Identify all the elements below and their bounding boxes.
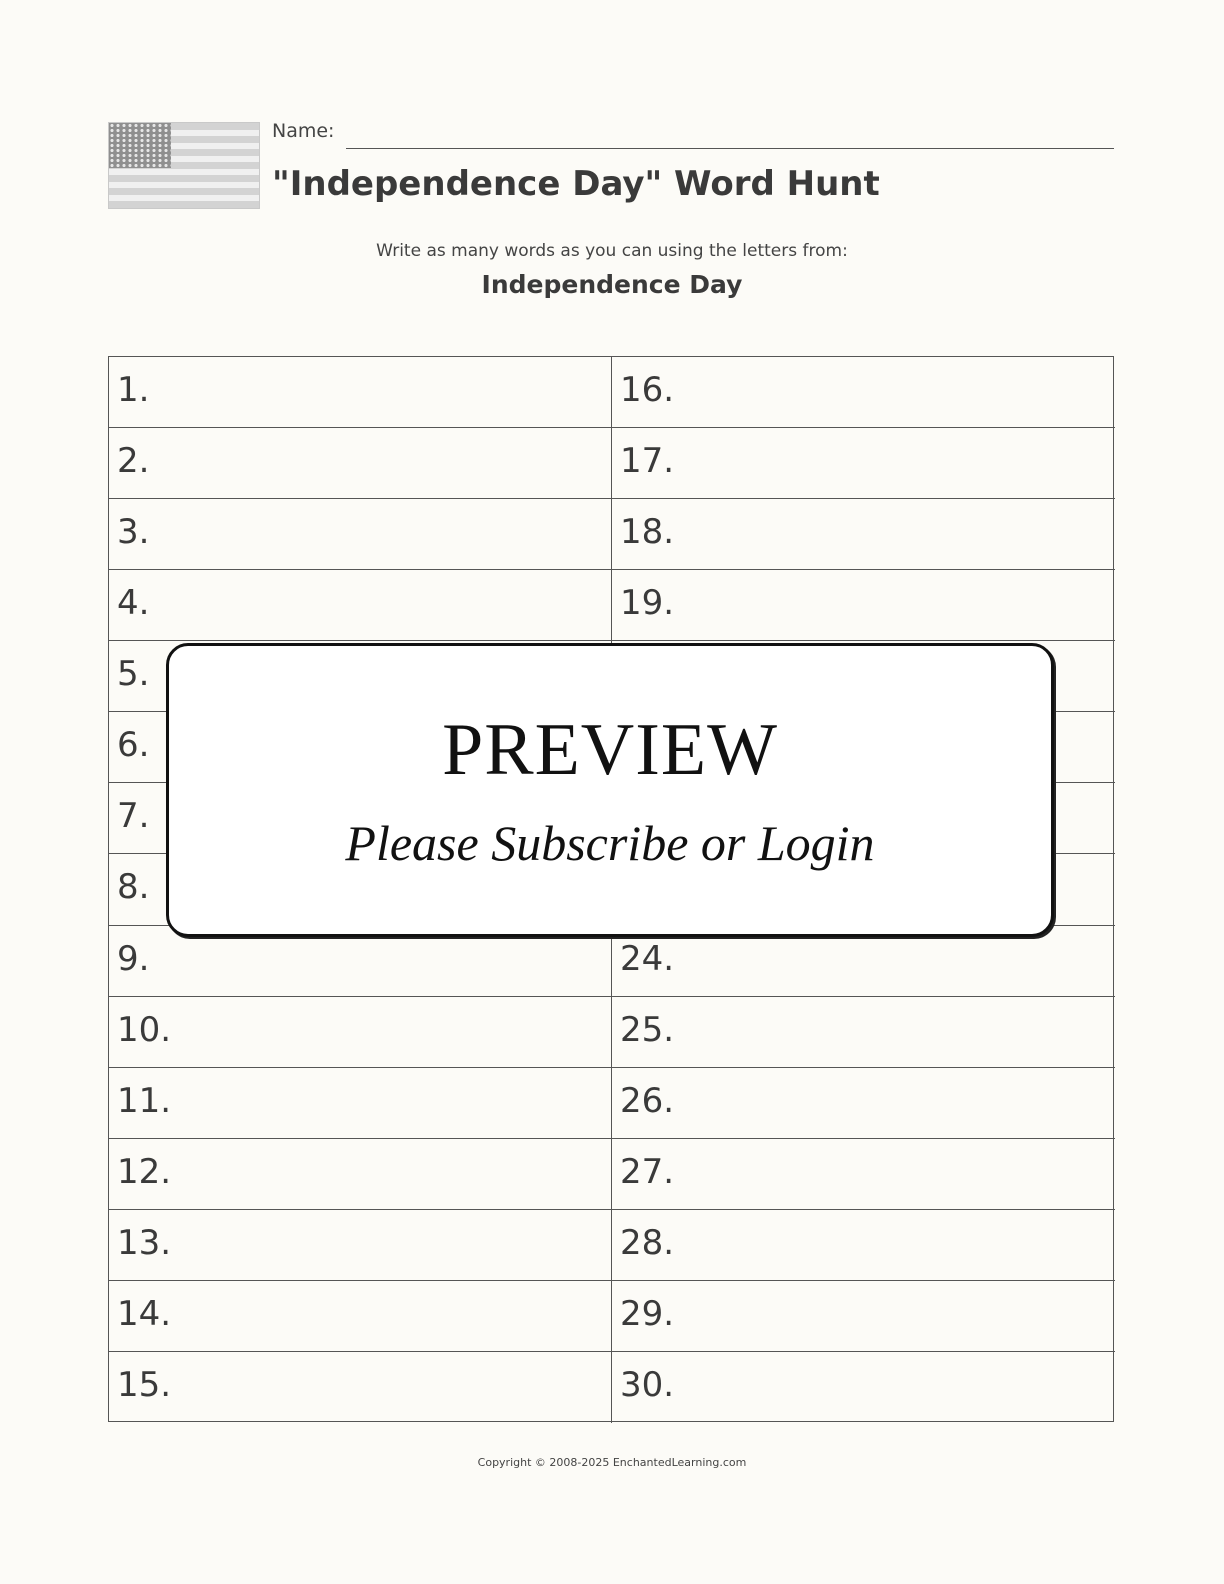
answer-cell[interactable]: 12. <box>109 1139 612 1210</box>
answer-cell[interactable]: 7. <box>109 783 612 854</box>
preview-overlay[interactable] <box>166 643 1054 937</box>
answer-cell[interactable]: 1. <box>109 357 612 428</box>
answer-cell[interactable]: 2. <box>109 428 612 499</box>
answer-cell[interactable]: 25. <box>612 997 1115 1068</box>
answer-cell[interactable]: 24. <box>612 926 1115 997</box>
answer-cell[interactable]: 6. <box>109 712 612 783</box>
page-title: "Independence Day" Word Hunt <box>272 164 880 204</box>
answer-cell[interactable]: 9. <box>109 926 612 997</box>
subscribe-login-link[interactable]: Please Subscribe or Login <box>345 815 875 871</box>
answer-cell[interactable]: 3. <box>109 499 612 570</box>
answer-cell[interactable]: 18. <box>612 499 1115 570</box>
us-flag-icon <box>108 122 260 209</box>
answer-cell[interactable]: 19. <box>612 570 1115 641</box>
answer-cell[interactable]: 29. <box>612 1281 1115 1352</box>
answer-cell[interactable]: 8. <box>109 854 612 925</box>
answer-cell[interactable]: 11. <box>109 1068 612 1139</box>
answer-cell[interactable]: 27. <box>612 1139 1115 1210</box>
source-word: Independence Day <box>481 270 743 299</box>
answer-cell[interactable]: 14. <box>109 1281 612 1352</box>
answer-cell[interactable]: 16. <box>612 357 1115 428</box>
answer-cell[interactable]: 17. <box>612 428 1115 499</box>
answer-cell[interactable]: 10. <box>109 997 612 1068</box>
instruction-text: Write as many words as you can using the letters from: <box>376 241 848 261</box>
answer-cell[interactable]: 13. <box>109 1210 612 1281</box>
answer-cell[interactable]: 26. <box>612 1068 1115 1139</box>
answer-cell[interactable]: 30. <box>620 1364 675 1405</box>
name-field[interactable] <box>346 148 1114 149</box>
answer-cell[interactable]: 4. <box>109 570 612 641</box>
answer-cell[interactable]: 5. <box>109 641 612 712</box>
answer-cell[interactable]: 28. <box>612 1210 1115 1281</box>
name-label: Name: <box>272 120 335 142</box>
copyright-text: Copyright © 2008-2025 EnchantedLearning.com <box>477 1456 747 1469</box>
answer-cell[interactable]: 15. <box>109 1352 612 1423</box>
preview-title: PREVIEW <box>442 709 778 791</box>
